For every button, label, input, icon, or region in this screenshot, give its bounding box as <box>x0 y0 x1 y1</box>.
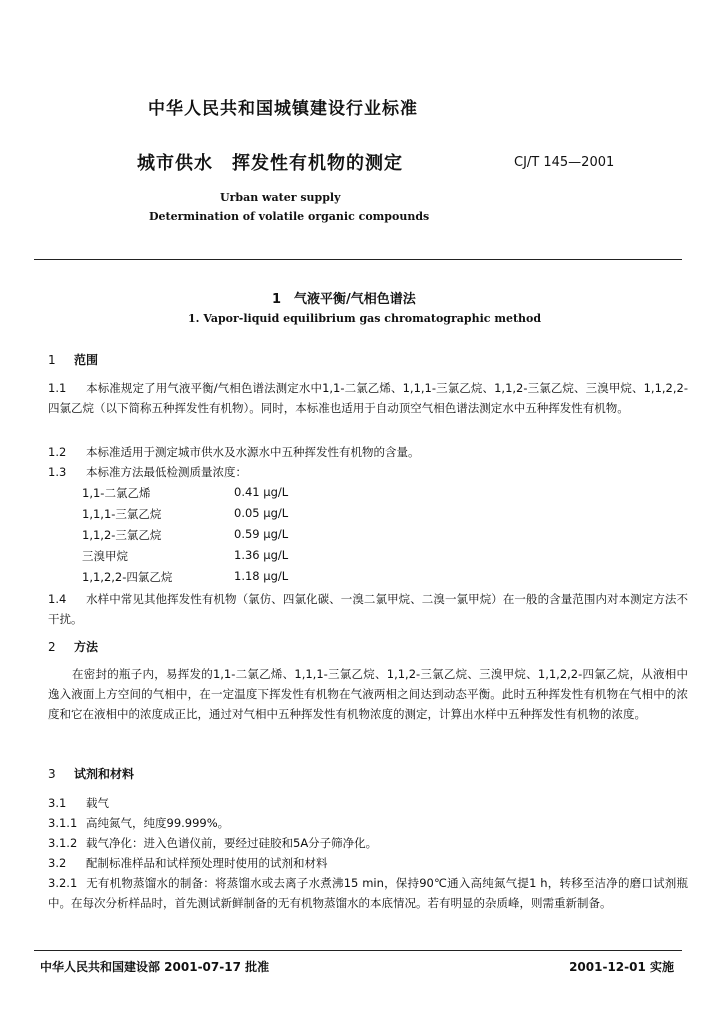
clause-number: 3.1.1 <box>48 816 78 830</box>
document-title: 城市供水 挥发性有机物的测定 <box>137 153 403 174</box>
footer-rule <box>34 950 682 951</box>
header-rule <box>34 259 682 260</box>
clause-1-3 <box>48 462 688 482</box>
clause-1-4 <box>48 589 688 629</box>
compound-name: 1,1,2,2-四氯乙烷 <box>82 570 173 584</box>
limit-row <box>82 569 289 585</box>
heading-text: 试剂和材料 <box>74 767 135 781</box>
clause-number: 1.3 <box>48 465 67 479</box>
clause-number: 1.2 <box>48 445 67 459</box>
compound-name: 三溴甲烷 <box>82 549 128 563</box>
limit-row <box>82 548 289 564</box>
heading-number: 2 <box>48 640 56 654</box>
detection-limit: 1.18 μg/L <box>234 569 289 583</box>
heading-scope <box>48 351 98 368</box>
clause-number: 3.1 <box>48 796 67 810</box>
clause-text: 载气净化：进入色谱仪前，要经过硅胶和5A分子筛净化。 <box>86 836 378 850</box>
compound-name: 1,1,2-三氯乙烷 <box>82 528 162 542</box>
implementation-date: 2001-12-01 实施 <box>569 960 674 974</box>
clause-number: 1.4 <box>48 592 67 606</box>
section-title-en: 1. Vapor-liquid equilibrium gas chromatographic method <box>188 312 542 325</box>
limit-row <box>82 485 289 501</box>
clause-text: 水样中常见其他挥发性有机物（氯仿、四氯化碳、一溴二氯甲烷、二溴一氯甲烷）在一般的含量范围内对本测定方法不干扰。 <box>48 592 688 626</box>
clause-3-2 <box>48 853 688 873</box>
clause-number: 3.1.2 <box>48 836 78 850</box>
clause-text: 无有机物蒸馏水的制备：将蒸馏水或去离子水煮沸15 min，保持90℃通入高纯氮气提1 h，转移至洁净的磨口试剂瓶中。在每次分析样品时，首先测试新鲜制备的无有机物蒸馏水的本底情况。若有明显的杂质峰，则需重新制备。 <box>48 876 688 910</box>
limit-row <box>82 527 289 543</box>
heading-text: 范围 <box>74 353 99 367</box>
clause-number: 3.2 <box>48 856 67 870</box>
title-en-line2: Determination of volatile organic compounds <box>149 210 430 223</box>
heading-number: 1 <box>48 353 56 367</box>
clause-text: 本标准方法最低检测质量浓度： <box>86 465 247 479</box>
detection-limit: 0.05 μg/L <box>234 506 289 520</box>
standard-code: CJ/T 145—2001 <box>514 155 615 170</box>
method-paragraph: 在密封的瓶子内，易挥发的1,1-二氯乙烯、1,1,1-三氯乙烷、1,1,2-三氯乙烷、三溴甲烷、1,1,2,2-四氯乙烷，从液相中逸入液面上方空间的气相中，在一定温度下挥发性有机物在气液两相之间达到动态平衡。此时五种挥发性有机物在气相中的浓度和它在液相中的浓度成正比，通过对气相中五种挥发性有机物浓度的测定，计算出水样中五种挥发性有机物的浓度。 <box>48 667 688 721</box>
title-en-line1: Urban water supply <box>220 191 341 204</box>
clause-1-1 <box>48 378 688 418</box>
clause-text: 本标准适用于测定城市供水及水源水中五种挥发性有机物的含量。 <box>86 445 420 459</box>
heading-text: 方法 <box>74 640 99 654</box>
clause-text: 载气 <box>86 796 109 810</box>
clause-text: 高纯氮气，纯度99.999%。 <box>86 816 230 830</box>
limit-row <box>82 506 289 522</box>
detection-limit: 0.41 μg/L <box>234 485 289 499</box>
detection-limit: 1.36 μg/L <box>234 548 289 562</box>
clause-number: 1.1 <box>48 381 67 395</box>
section-title-cn: 1 气液平衡/气相色谱法 <box>272 292 416 307</box>
clause-3-1 <box>48 793 688 813</box>
heading-method <box>48 638 98 655</box>
compound-name: 1,1-二氯乙烯 <box>82 486 151 500</box>
standard-header: 中华人民共和国城镇建设行业标准 <box>148 99 418 119</box>
compound-name: 1,1,1-三氯乙烷 <box>82 507 162 521</box>
clause-3-2-1 <box>48 873 688 913</box>
heading-number: 3 <box>48 767 56 781</box>
clause-3-1-1 <box>48 813 688 833</box>
clause-text: 本标准规定了用气液平衡/气相色谱法测定水中1,1-二氯乙烯、1,1,1-三氯乙烷、1,1,2-三氯乙烷、三溴甲烷、1,1,2,2-四氯乙烷（以下简称五种挥发性有机物）。同时，本标准也适用于自动顶空气相色谱法测定水中五种挥发性有机物。 <box>48 381 688 415</box>
approval-date: 中华人民共和国建设部 2001-07-17 批准 <box>40 960 270 974</box>
clause-text: 配制标准样品和试样预处理时使用的试剂和材料 <box>86 856 328 870</box>
clause-number: 3.2.1 <box>48 876 78 890</box>
heading-reagents <box>48 765 134 782</box>
detection-limit: 0.59 μg/L <box>234 527 289 541</box>
clause-3-1-2 <box>48 833 688 853</box>
clause-1-2 <box>48 442 688 462</box>
